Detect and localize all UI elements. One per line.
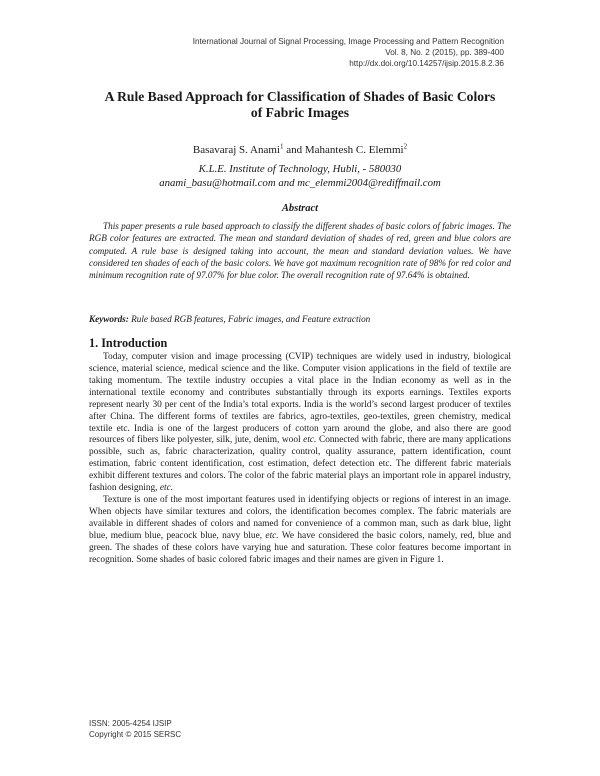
author-2-affiliation-mark: 2	[403, 142, 408, 151]
paragraph-2-text-cont: We have considered the basic colors, namely, red, blue and green. The shades of these colors have varying hue and saturation. These color features become important in recognition. Some shades of basic colored fabric images and their names are given in Figure 1.	[89, 530, 511, 565]
doi-link[interactable]: http://dx.doi.org/10.14257/ijsip.2015.8.2.36	[349, 59, 504, 68]
affiliation	[60, 162, 540, 190]
issn: ISSN: 2005-4254 IJSIP	[89, 719, 172, 728]
title-line-1: A Rule Based Approach for Classification of Shades of Basic Colors	[104, 89, 496, 104]
paragraph-1-text: Today, computer vision and image processing (CVIP) techniques are widely used in industry, biological science, material science, medical science and the like. Computer vision applications in the field of textile are taking momentum. The textile industry occupies a vital place in the Indian economy as well as in the international textile economy and contributes substantially through its exports earnings. Textiles exports represent nearly 30 per cent of the India’s total exports. India is the world’s second largest producer of textiles after China. The different forms of textiles are fabrics, agro-textiles, geo-textiles, green chemistry, medical textile etc. India is one of the largest producers of cotton yarn around the globe, and also there are good resources of fibers like polyester, silk, jute, denim, wool	[89, 352, 511, 446]
keywords-label: Keywords:	[89, 314, 129, 324]
authors	[60, 144, 540, 157]
authors-conjunction: and	[283, 144, 305, 156]
paragraph-1-etc: etc.	[303, 435, 317, 446]
journal-name: International Journal of Signal Processing, Image Processing and Pattern Recognition	[192, 37, 504, 46]
paragraph-1	[89, 352, 511, 495]
keywords	[89, 313, 519, 325]
paragraph-1-text-cont: Connected with fabric, there are many applications possible, such as, fabric characterization, quality control, quality assurance, pattern identification, count estimation, fabric content identification, cost estimation, defect detection etc. The different fabric materials exhibit different textures and colors. The color of the fabric material plays an important role in apparel industry, fashion designing,	[89, 435, 512, 494]
institute: K.L.E. Institute of Technology, Hubli, - 580030	[198, 163, 402, 175]
author-emails: anami_basu@hotmail.com and mc_elemmi2004@rediffmail.com	[159, 177, 441, 189]
journal-header	[193, 36, 504, 69]
author-2: Mahantesh C. Elemmi	[304, 144, 404, 156]
section-heading-introduction: 1. Introduction	[89, 336, 168, 350]
paragraph-1-etc-end: etc.	[159, 483, 174, 494]
paper-title	[60, 89, 540, 121]
author-1: Basavaraj S. Anami	[192, 144, 280, 156]
author-1-affiliation-mark: 1	[280, 142, 284, 151]
page-footer	[89, 718, 181, 740]
abstract-heading: Abstract	[281, 203, 319, 214]
copyright: Copyright © 2015 SERSC	[89, 730, 182, 739]
title-line-2: of Fabric Images	[250, 105, 350, 120]
journal-volume: Vol. 8, No. 2 (2015), pp. 389-400	[385, 48, 504, 57]
paragraph-2-etc: etc.	[265, 530, 279, 541]
keywords-text: Rule based RGB features, Fabric images, and Feature extraction	[131, 314, 371, 324]
introduction-body	[89, 352, 511, 567]
abstract-text: This paper presents a rule based approach to classify the different shades of basic colors of fabric images. The RGB color features are extracted. The mean and standard deviation of shades of red, green and blue colors are computed. A rule base is designed taking into account, the mean and standard deviation values. We have considered ten shades of each of the basic colors. We have got maximum recognition rate of 98% for red color and minimum recognition rate of 97.07% for blue color. The overall recognition rate of 97.64% is obtained.	[89, 221, 511, 281]
paragraph-2-text: Texture is one of the most important features used in identifying objects or regions of interest in an image. When objects have similar textures and colors, the identification becomes complex. The fabric materials are available in different shades of colors and named for convenience of a common man, such as dark blue, light blue, medium blue, peacock blue, navy blue,	[89, 495, 511, 541]
paragraph-2	[89, 495, 511, 567]
